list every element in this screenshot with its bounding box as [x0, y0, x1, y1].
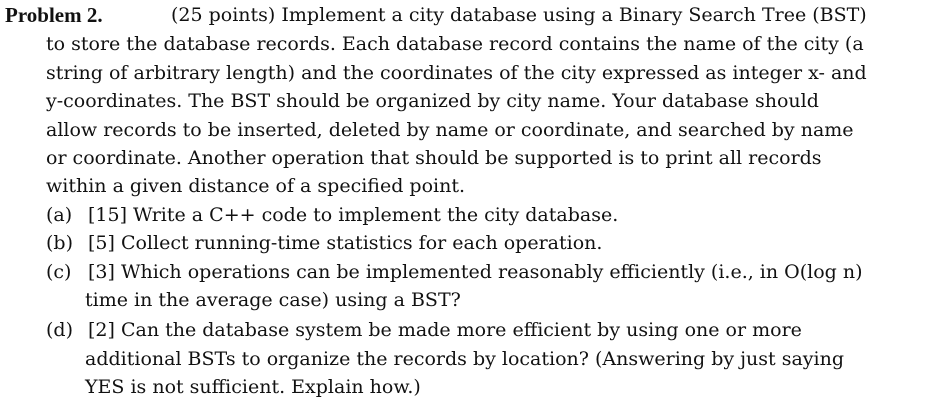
problem-body-text: within a given distance of a specified point. [46, 175, 466, 197]
subquestion-text: YES is not sufficient. Explain how.) [85, 376, 421, 398]
subquestion-marker: (c) [46, 261, 72, 283]
problem-label: Problem 2. [5, 3, 103, 27]
subquestion-text: [2] Can the database system be made more efficient by using one or more [88, 319, 802, 341]
subquestion-text: [15] Write a C++ code to implement the city database. [88, 204, 619, 226]
subquestion-marker: (d) [46, 319, 73, 341]
subquestion-text: [3] Which operations can be implemented reasonably efficiently (i.e., in O(log n) [88, 261, 863, 283]
problem-body-text: y-coordinates. The BST should be organized by city name. Your database should [46, 90, 819, 112]
problem-body-text: string of arbitrary length) and the coordinates of the city expressed as integer x- and [46, 62, 867, 84]
subquestion-text: time in the average case) using a BST? [85, 289, 461, 311]
subquestion-marker: (a) [46, 204, 73, 226]
problem-body-text: or coordinate. Another operation that should be supported is to print all records [46, 147, 822, 169]
subquestion-text: [5] Collect running-time statistics for each operation. [88, 232, 603, 254]
problem-body-text: allow records to be inserted, deleted by name or coordinate, and searched by name [46, 119, 854, 141]
subquestion-marker: (b) [46, 232, 73, 254]
subquestion-text: additional BSTs to organize the records by location? (Answering by just saying [85, 348, 844, 370]
problem-body-text: to store the database records. Each database record contains the name of the city (a [46, 33, 864, 55]
problem-first-line: (25 points) Implement a city database using a Binary Search Tree (BST) [171, 4, 867, 26]
